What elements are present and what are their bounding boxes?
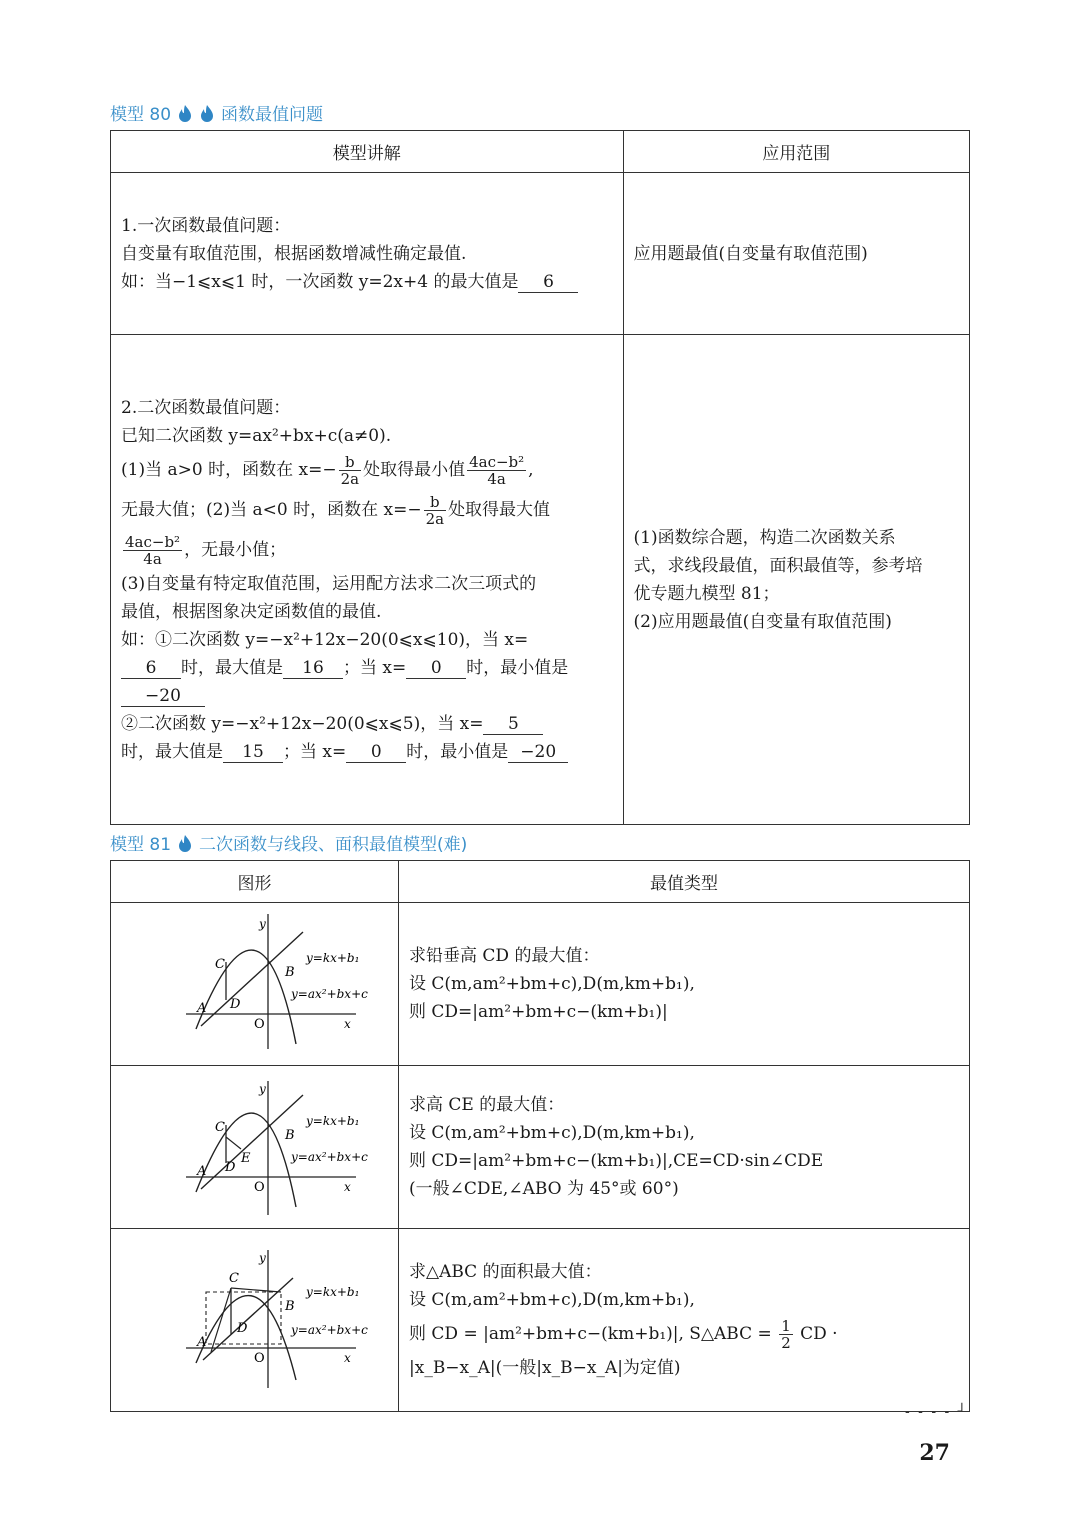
figure-triangle-area — [111, 1230, 398, 1410]
type-3-note: |x_B−x_A|(一般|x_B−x_A|为定值) — [409, 1358, 681, 1378]
footer-decoration: - - - - ┘ — [905, 1404, 969, 1420]
header-figure: 图形 — [111, 861, 399, 903]
model-80-row-1 — [111, 173, 970, 335]
fig-label: y=kx+b₁ — [306, 951, 360, 965]
fig-label: y=ax²+bx+c — [291, 987, 368, 1001]
scope-line-2: 式，求线段最值，面积最值等，参考培 — [633, 555, 923, 576]
scope-text: 应用题最值(自变量有取值范围) — [633, 243, 868, 264]
type-3-title: 求△ABC 的面积最大值： — [409, 1262, 602, 1282]
fig-label: C — [215, 1120, 225, 1135]
fig-label: B — [285, 965, 295, 980]
type-2-set: 设 C(m,am²+bm+c),D(m,km+b₁), — [409, 1123, 695, 1143]
model-81-row-1 — [111, 903, 970, 1066]
quadratic-def: 已知二次函数 y=ax²+bx+c(a≠0). — [121, 425, 392, 446]
fig-label: O — [254, 1180, 265, 1195]
fig-label: B — [285, 1128, 295, 1143]
example-1-answers: 6 时，最大值是 16 ；当 x= 0 时，最小值是 — [121, 654, 613, 682]
fig-label: y=ax²+bx+c — [291, 1150, 368, 1164]
type-2-note: (一般∠CDE,∠ABO 为 45°或 60°) — [409, 1179, 679, 1199]
fig-label: y=kx+b₁ — [306, 1114, 360, 1128]
fig-label: A — [197, 1164, 207, 1179]
fig-label: y — [259, 1251, 266, 1265]
scope-line-3: 优专题九模型 81； — [633, 583, 780, 604]
model-81-heading: 二次函数与线段、面积最值模型(难) — [199, 835, 468, 855]
model-80-label: 模型 80 — [110, 105, 172, 125]
page-number: 27 — [919, 1440, 950, 1466]
fig-label: y — [259, 917, 266, 931]
fig-label: y=kx+b₁ — [306, 1285, 360, 1299]
example-2: ②二次函数 y=−x²+12x−20(0⩽x⩽5)，当 x= 5 — [121, 710, 613, 738]
fig-label: A — [197, 1335, 207, 1350]
type-2-title: 求高 CE 的最大值： — [409, 1095, 565, 1115]
fig-label: B — [285, 1299, 295, 1314]
quadratic-title: 2.二次函数最值问题： — [121, 397, 291, 418]
type-1-set: 设 C(m,am²+bm+c),D(m,km+b₁), — [409, 974, 695, 994]
type-3-formula: 则 CD = |am²+bm+c−(km+b₁)|, S△ABC = $\frac{1}{2}$ CD · — [409, 1317, 838, 1352]
fraction: $\frac{\text{4ac−b²}}{4a}$ — [469, 452, 525, 488]
type-1-formula: 则 CD=|am²+bm+c−(km+b₁)| — [409, 1002, 668, 1022]
flame-icon — [199, 104, 215, 122]
example-1: 如：①二次函数 y=−x²+12x−20(0⩽x⩽10)，当 x= — [121, 629, 529, 650]
linear-title: 1.一次函数最值问题： — [121, 215, 291, 236]
case-a-positive: (1)当 a>0 时，函数在 x=− $\frac{b}{2a}$ 处取得最小值 $\frac{\text{4ac−b²}}{4a}$ , — [121, 452, 534, 488]
model-81-label: 模型 81 — [110, 835, 172, 855]
fig-label: O — [254, 1351, 265, 1366]
fraction: $\frac{b}{2a}$ — [425, 492, 445, 528]
figure-vertical-height — [111, 904, 398, 1064]
linear-example: 如：当−1⩽x⩽1 时，一次函数 y=2x+4 的最大值是 6 — [121, 268, 613, 296]
fig-label: C — [215, 957, 225, 972]
example-1-min: −20 — [121, 682, 613, 710]
model-80-table — [110, 130, 970, 825]
type-1-title: 求铅垂高 CD 的最大值： — [409, 946, 600, 966]
fig-label: E — [241, 1151, 251, 1166]
header-type: 最值类型 — [399, 861, 970, 903]
header-scope: 应用范围 — [623, 131, 969, 173]
linear-desc: 自变量有取值范围，根据函数增减性确定最值. — [121, 243, 467, 264]
model-80-heading: 函数最值问题 — [221, 105, 324, 125]
case-range-1: (3)自变量有特定取值范围，运用配方法求二次三项式的 — [121, 573, 537, 594]
fig-label: y — [259, 1082, 266, 1096]
model-81-table — [110, 860, 970, 1412]
figure-height-ce — [111, 1067, 398, 1227]
type-3-set: 设 C(m,am²+bm+c),D(m,km+b₁), — [409, 1290, 695, 1310]
case-a-negative-cont: $\frac{\text{4ac−b²}}{4a}$ ，无最小值； — [125, 532, 287, 568]
flame-icon — [177, 104, 193, 122]
fig-label: x — [344, 1017, 351, 1031]
scope-line-1: (1)函数综合题，构造二次函数关系 — [633, 527, 896, 548]
fig-label: O — [254, 1017, 265, 1032]
model-81-title — [110, 830, 467, 855]
fraction: $\frac{b}{2a}$ — [340, 452, 360, 488]
fraction: $\frac{\text{4ac−b²}}{4a}$ — [125, 532, 181, 568]
fig-label: x — [344, 1351, 351, 1365]
fig-label: A — [197, 1001, 207, 1016]
model-81-row-2 — [111, 1066, 970, 1229]
fig-label: C — [229, 1271, 239, 1286]
fig-label: D — [237, 1321, 248, 1336]
fig-label: D — [230, 997, 241, 1012]
example-2-answers: 时，最大值是 15 ；当 x= 0 时，最小值是 −20 — [121, 738, 613, 766]
fig-label: y=ax²+bx+c — [291, 1323, 368, 1337]
case-range-2: 最值，根据图象决定函数值的最值. — [121, 601, 382, 622]
answer-blank: 6 — [518, 272, 578, 293]
case-a-negative: 无最大值；(2)当 a<0 时，函数在 x=− $\frac{b}{2a}$ 处取得最大值 — [121, 492, 551, 528]
model-81-row-3 — [111, 1229, 970, 1412]
header-model-explain: 模型讲解 — [111, 131, 624, 173]
fig-label: D — [225, 1160, 236, 1175]
scope-line-4: (2)应用题最值(自变量有取值范围) — [633, 611, 892, 632]
fig-label: x — [344, 1180, 351, 1194]
model-80-title — [110, 100, 323, 125]
type-2-formula: 则 CD=|am²+bm+c−(km+b₁)|,CE=CD·sin∠CDE — [409, 1151, 824, 1171]
flame-icon — [177, 834, 193, 852]
fraction: $\frac{1}{2}$ — [781, 1317, 791, 1352]
model-80-row-2 — [111, 335, 970, 825]
